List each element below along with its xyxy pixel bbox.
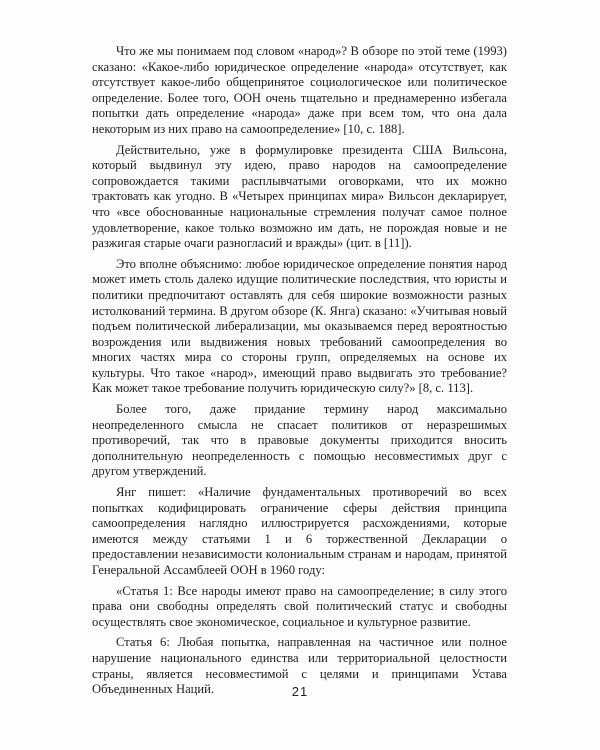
paragraph-1: Что же мы понимаем под словом «народ»? В обзоре по этой теме (1993) сказано: «Какое-либо юридическое определение «народа» отсутствует, как отсутствует какое-либо общепринятое социологическое или политическое определение. Более того, ООН очень тщательно и преднамеренно избегала попытки дать определение «народа» даже при всем том, что она дала некоторым из них право на самоопределение» [10, с. 188]. (92, 44, 507, 136)
quote-article-6: Статья 6: Любая попытка, направленная на частичное или полное нарушение национального единства или территориальной целостности страны, является несовместимой с целями и принципами Устава Объединенных Наций. (92, 635, 507, 697)
paragraph-4: Более того, даже придание термину народ максимально неопределенного смысла не спасает политиков от неразрешимых противоречий, так что в правовые документы приходится вносить дополнительную неопределенность с помощью несовместимых друг с другом утверждений. (92, 402, 507, 479)
body-text (92, 44, 507, 703)
paragraph-2: Действительно, уже в формулировке президента США Вильсона, который выдвинул эту идею, право народов на самоопределение сопровождается такими расплывчатыми оговорками, что их можно трактовать как угодно. В «Четырех принципах мира» Вильсон декларирует, что «все обоснованные национальные стремления получат самое полное удовлетворение, какое только возможно им дать, не порождая новые и не разжигая старые очаги разногласий и вражды» (цит. в [11]). (92, 142, 507, 251)
paragraph-5: Янг пишет: «Наличие фундаментальных противоречий во всех попытках кодифицировать ограничение сферы действия принципа самоопределения наглядно иллюстрируется расхождениями, которые имеются между статьями 1 и 6 торжественной Декларации о предоставлении независимости колониальным странам и народам, принятой Генеральной Ассамблеей ООН в 1960 году: (92, 485, 507, 577)
paragraph-3: Это вполне объяснимо: любое юридическое определение понятия народ может иметь столь далеко идущие политические последствия, что юристы и политики предпочитают оставлять для себя широкие возможности разных истолкований термина. В другом обзоре (К. Янга) сказано: «Учитывая новый подъем политической либерализации, мы оказываемся перед вероятностью возрождения или выдвижения новых требований самоопределения во многих частях мира со стороны групп, определяемых на основе их культуры. Что такое «народ», имеющий право выдвигать это требование? Как может такое требование получить юридическую силу?» [8, с. 113]. (92, 256, 507, 396)
quote-article-1: «Статья 1: Все народы имеют право на самоопределение; в силу этого права они свободны определять свой политический статус и свободны осуществлять свое экономическое, социальное и культурное развитие. (92, 583, 507, 629)
page-number: 21 (291, 684, 309, 699)
